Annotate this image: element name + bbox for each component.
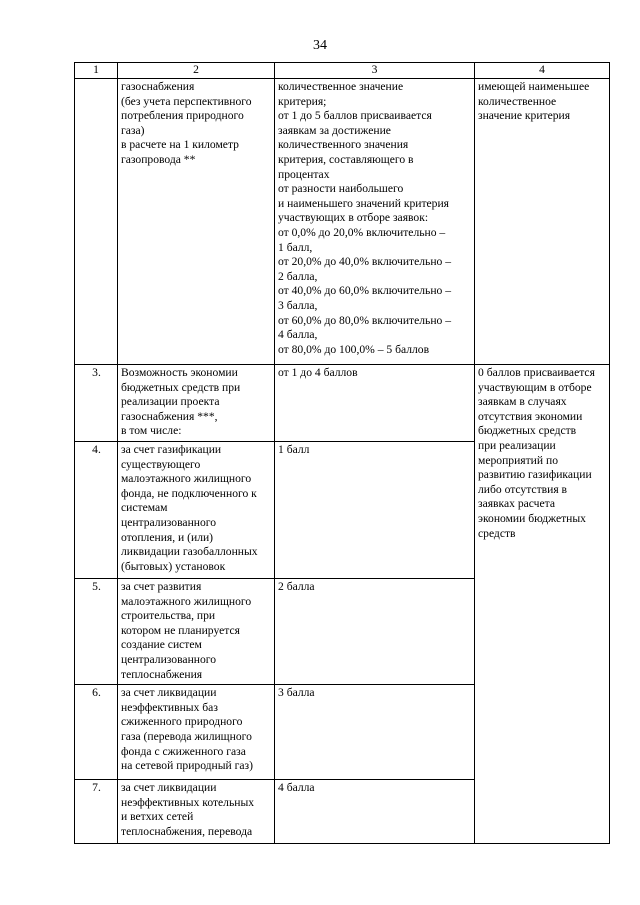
note-text-line: заявках расчета — [478, 497, 556, 511]
criterion-text-line: фонда, не подключенного к — [121, 486, 257, 500]
score-text-line: процентах — [278, 167, 330, 181]
header-row — [75, 63, 610, 79]
score-text-line: и наименьшего значений критерия — [278, 196, 450, 210]
criterion-text-line: малоэтажного жилищного — [121, 594, 252, 608]
criterion-text-line: неэффективных баз — [121, 700, 218, 714]
score-cell: 3 балла — [275, 685, 475, 780]
score-text-line: от 1 до 5 баллов присваивается — [278, 109, 432, 123]
note-text-line: бюджетных средств — [478, 424, 577, 438]
criterion-text-line: неэффективных котельных — [121, 795, 255, 809]
criterion-text-line: Возможность экономии — [121, 366, 238, 379]
merged-note-cell — [475, 365, 610, 844]
score-text-line: заявкам за достижение — [278, 123, 391, 137]
note-text-line: участвующим в отборе — [478, 380, 592, 394]
criterion-text-line: малоэтажного жилищного — [121, 472, 252, 486]
score-text-line: от 80,0% до 100,0% – 5 баллов — [278, 342, 430, 356]
criterion-text-line: бюджетных средств при — [121, 380, 241, 394]
criterion-text-line: газа (перевода жилищного — [121, 729, 252, 743]
criterion-text-line: создание систем — [121, 638, 202, 652]
score-text-line: от 60,0% до 80,0% включительно – — [278, 313, 452, 327]
criterion-text-line: и ветхих сетей — [121, 810, 194, 824]
score-text-line: количественного значения — [278, 138, 409, 152]
criterion-cell — [118, 365, 275, 442]
score-text-line: от 20,0% до 40,0% включительно – — [278, 255, 452, 269]
note-text-line: количественное — [478, 94, 557, 108]
score-text-line: 1 балл, — [278, 240, 313, 254]
note-text-line: при реализации — [478, 438, 556, 452]
criterion-cell — [118, 79, 275, 365]
criterion-text-line: газопровода ** — [121, 152, 196, 166]
note-text-line: заявкам в случаях — [478, 395, 567, 409]
criterion-text-line: за счет газификации — [121, 442, 222, 456]
note-cell — [475, 79, 610, 365]
score-cell: от 1 до 4 баллов — [275, 365, 475, 442]
note-text-line: 0 баллов присваивается — [478, 366, 595, 379]
score-text-line: критерия; — [278, 94, 327, 108]
score-cell: 4 балла — [275, 780, 475, 844]
note-text-line: отсутствия экономии — [478, 409, 583, 423]
row-number: 7. — [75, 780, 118, 844]
criterion-text-line: отопления, и (или) — [121, 530, 214, 544]
criterion-text-line: за счет ликвидации — [121, 686, 217, 700]
column-header-4: 4 — [475, 63, 610, 79]
note-text-line: средств — [478, 526, 516, 540]
criterion-text-line: ликвидации газобаллонных — [121, 545, 258, 559]
note-text-line: мероприятий по — [478, 453, 558, 467]
note-text-line: имеющей наименьшее — [478, 80, 590, 93]
page-number: 34 — [313, 38, 327, 53]
note-text-line: развитию газификации — [478, 468, 592, 482]
criterion-text-line: централизованного — [121, 515, 217, 529]
score-cell: 1 балл — [275, 441, 475, 578]
row-number: 6. — [75, 685, 118, 780]
criterion-text-line: газоснабжения — [121, 80, 195, 93]
note-text-line: экономии бюджетных — [478, 511, 586, 525]
column-header-2: 2 — [118, 63, 275, 79]
row-number: 5. — [75, 578, 118, 684]
criterion-cell — [118, 685, 275, 780]
note-text-line: либо отсутствия в — [478, 482, 568, 496]
criterion-cell — [118, 578, 275, 684]
criterion-text-line: сжиженного природного — [121, 715, 243, 729]
criteria-table — [74, 62, 610, 844]
score-text-line: от 0,0% до 20,0% включительно – — [278, 225, 446, 239]
score-text-line: критерия, составляющего в — [278, 152, 414, 166]
criterion-cell — [118, 780, 275, 844]
score-text-line: 4 балла, — [278, 328, 318, 342]
criterion-text-line: системам — [121, 501, 168, 515]
criterion-cell — [118, 441, 275, 578]
criterion-text-line: потребления природного — [121, 109, 244, 123]
row-number: 3. — [75, 365, 118, 442]
note-text-line: значение критерия — [478, 109, 571, 123]
criterion-text-line: на сетевой природный газ) — [121, 759, 253, 773]
score-text-line: участвующих в отборе заявок: — [278, 211, 429, 225]
criterion-text-line: существующего — [121, 457, 201, 471]
criterion-text-line: теплоснабжения — [121, 667, 203, 681]
criterion-text-line: за счет развития — [121, 579, 202, 593]
continuation-row — [75, 79, 610, 365]
row-number — [75, 79, 118, 365]
column-header-1: 1 — [75, 63, 118, 79]
score-text-line: 3 балла, — [278, 298, 318, 312]
criterion-text-line: за счет ликвидации — [121, 781, 217, 795]
score-cell — [275, 79, 475, 365]
criterion-text-line: (бытовых) установок — [121, 559, 226, 573]
criterion-text-line: газоснабжения ***, — [121, 409, 218, 423]
row-number: 4. — [75, 441, 118, 578]
score-text-line: 2 балла, — [278, 269, 318, 283]
criterion-text-line: в том числе: — [121, 424, 182, 438]
table-row — [75, 365, 610, 442]
column-header-3: 3 — [275, 63, 475, 79]
score-text-line: от 40,0% до 60,0% включительно – — [278, 284, 452, 298]
criterion-text-line: реализации проекта — [121, 395, 220, 409]
criterion-text-line: в расчете на 1 километр — [121, 138, 239, 152]
score-text-line: от разности наибольшего — [278, 182, 404, 196]
criterion-text-line: фонда с сжиженного газа — [121, 744, 246, 758]
criterion-text-line: теплоснабжения, перевода — [121, 824, 253, 838]
criterion-text-line: (без учета перспективного — [121, 94, 252, 108]
criterion-text-line: централизованного — [121, 652, 217, 666]
criterion-text-line: котором не планируется — [121, 623, 240, 637]
score-cell: 2 балла — [275, 578, 475, 684]
score-text-line: количественное значение — [278, 80, 404, 93]
criterion-text-line: газа) — [121, 123, 145, 137]
criterion-text-line: строительства, при — [121, 609, 216, 623]
